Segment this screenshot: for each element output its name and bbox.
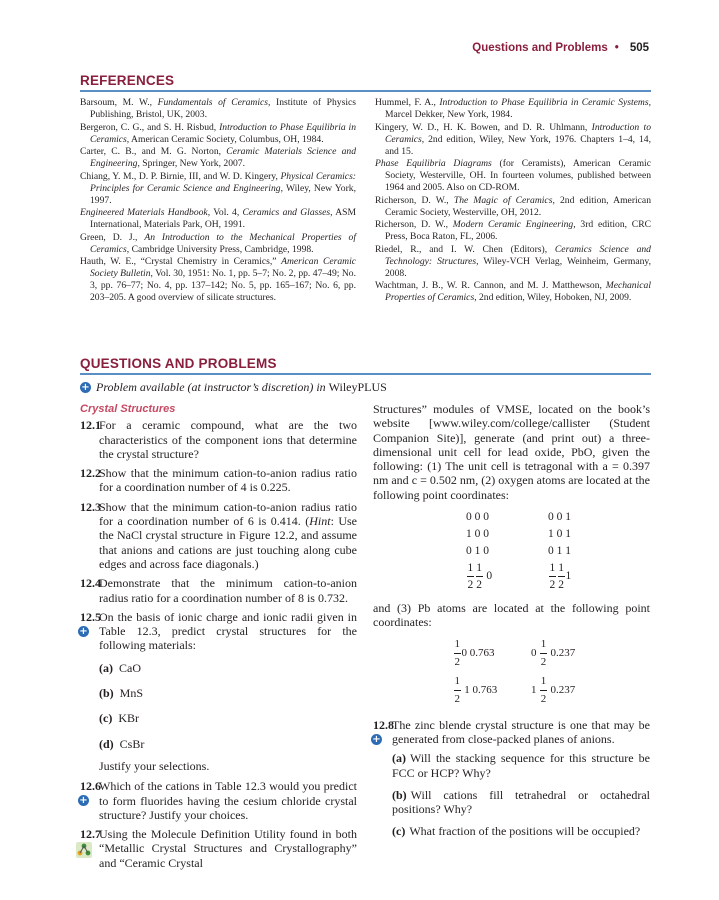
reference-phase-diagrams: Phase Equilibria Diagrams (for Ceramists), American Ceramic Society, Westerville, OH. In fourteen volumes, published between 1964 and 2005. Also on CD-ROM. <box>375 158 651 193</box>
problem-12-4: 12.4 Demonstrate that the minimum cation-to-anion radius ratio for a coordination number of 8 is 0.732. <box>80 576 357 605</box>
coordinate-half-1: $\frac{1}{2}$ $\frac{1}{2}$ 1 <box>549 562 572 592</box>
references-right-column <box>375 97 651 305</box>
reference-richerson-magic: Richerson, D. W., The Magic of Ceramics, 2nd edition, American Ceramic Society, Westerville, OH, 2012. <box>375 194 651 218</box>
problems-right-column <box>373 402 650 847</box>
reference-richerson-modern: Richerson, D. W., Modern Ceramic Engineering, 3rd edition, CRC Press, Boca Raton, FL, 2006. <box>375 219 652 242</box>
reference-riedel: Riedel, R., and I. W. Chen (Editors), Ceramics Science and Technology: Structures, Wiley-VCH Verlag, Weinheim, Germany, 2008. <box>375 243 651 279</box>
reference-hummel: Hummel, F. A., Introduction to Phase Equilibria in Ceramic Systems, Marcel Dekker, New York, 1984. <box>375 97 651 120</box>
wileyplus-brand: WileyPLUS <box>328 380 387 394</box>
problem-12-3: 12.3 Show that the minimum cation-to-anion radius ratio for a coordination number of 6 is 0.414. (Hint: Use the NaCl crystal structure in Figure 12.2, and assume that anions and cations are just touching along cube edges and across face diagonals.) <box>80 499 358 571</box>
coordinate: 1 $\frac{1}{2}$ 0.237 <box>531 674 576 705</box>
lead-coordinates <box>453 636 650 708</box>
pb-intro: and (3) Pb atoms are located at the following point coordinates: <box>373 601 650 630</box>
page-number: 505 <box>629 42 649 54</box>
coordinate: 0 0 1 <box>548 511 571 524</box>
problems-left-column <box>80 402 357 875</box>
reference-chiang: Chiang, Y. M., D. P. Birnie, III, and W. D. Kingery, Physical Ceramics: Principles for Ceramic Science and Engineering, Wiley, New York, 1997. <box>80 170 356 206</box>
coordinate: 1 0 0 <box>466 528 489 541</box>
references-rule <box>80 90 651 92</box>
problem-12-1: 12.1 For a ceramic compound, what are the two characteristics of the component ions that determine the crystal structure? <box>80 418 357 461</box>
running-head-title: Questions and Problems <box>472 42 608 54</box>
reference-carter: Carter, C. B., and M. G. Norton, Ceramic Materials Science and Engineering, Springer, New York, 2007. <box>80 146 356 169</box>
references-left-column <box>80 97 356 305</box>
running-head-bullet: • <box>614 42 619 54</box>
references-heading: REFERENCES <box>80 73 175 88</box>
reference-barsoum: Barsoum, M. W., Fundamentals of Ceramics, Institute of Physics Publishing, Bristol, UK, 2003. <box>80 97 356 120</box>
crystal-structures-subhead: Crystal Structures <box>80 403 176 415</box>
problem-12-5: 12.5 + On the basis of ionic charge and ionic radii given in Table 12.3, predict crystal structures for the following materials: <box>79 609 357 653</box>
coordinate: $\frac{1}{2}$ 0 0.763 <box>454 637 495 668</box>
problem-12-8-part-c: (c) What fraction of the positions will be occupied? <box>392 824 641 839</box>
coordinate: 0 $\frac{1}{2}$ 0.237 <box>531 637 576 668</box>
coordinate: 0 1 0 <box>466 545 489 558</box>
reference-hauth: Hauth, W. E., “Crystal Chemistry in Ceramics,” American Ceramic Society Bulletin, Vol. 30, 1951: No. 1, pp. 5–7; No. 2, pp. 47–49; No. 3, pp. 76–77; No. 4, pp. 137–142; No. 5, pp. 165–167; No. 6, pp. 203–205. A good overview of silicate structures. <box>80 256 356 303</box>
problem-12-7: 12.7 Using the Molecule Definition Utility found in both “Metallic Crystal Structures and Crystallography” and “Ceramic Crystal <box>80 827 357 870</box>
problem-12-6: 12.6 + Which of the cations in Table 12.3 would you predict to form fluorides having the cesium chloride crystal structure? Justify your choices. <box>79 779 357 822</box>
problem-12-5-justify: Justify your selections. <box>99 758 210 773</box>
coordinate: $\frac{1}{2}$ 1 0.763 <box>454 674 498 705</box>
running-head <box>472 42 649 54</box>
coordinate: 0 1 1 <box>548 545 571 558</box>
problem-12-2: 12.2 Show that the minimum cation-to-anion radius ratio for a coordination number of 4 is 0.225. <box>80 466 357 495</box>
legend-text: Problem available (at instructor’s discretion) in <box>96 380 326 394</box>
problem-12-5-item-b: (b) MnS <box>99 686 144 701</box>
questions-heading: QUESTIONS AND PROBLEMS <box>80 356 277 371</box>
problem-12-8: 12.8 + The zinc blende crystal structure is one that may be generated from close-packed planes of anions. <box>372 717 650 746</box>
wileyplus-plus-icon: + <box>81 382 90 393</box>
molecule-utility-icon <box>76 842 92 858</box>
reference-wachtman: Wachtman, J. B., W. R. Cannon, and M. J. Matthewson, Mechanical Properties of Ceramics, 2nd edition, Wiley, Hoboken, NJ, 2009. <box>375 280 651 303</box>
reference-bergeron: Bergeron, C. G., and S. H. Risbud, Introduction to Phase Equilibria in Ceramics, American Ceramic Society, Columbus, OH, 1984. <box>80 121 357 145</box>
problem-12-7-continued: Structures” modules of VMSE, located on the book’s website [www.wiley.com/college/callister (Student Companion Site)], generate (and print out) a three-dimensional unit cell for lead oxide, PbO, given the following: (1) The unit cell is tetragonal with a = 0.397 nm and c = 0.502 nm, (2) oxygen atoms are located at the following point coordinates: <box>373 402 650 502</box>
problem-12-5-item-d: (d) CsBr <box>99 736 145 751</box>
problem-12-5-item-c: (c) KBr <box>99 711 139 726</box>
problem-12-5-item-a: (a) CaO <box>99 660 141 675</box>
wileyplus-plus-icon: + <box>79 795 88 807</box>
coordinate: 0 0 0 <box>466 511 489 524</box>
coordinate: 1 0 1 <box>548 528 571 541</box>
questions-rule <box>80 373 651 375</box>
wileyplus-plus-icon: + <box>372 733 381 745</box>
problem-12-8-part-a: (a) Will the stacking sequence for this structure be FCC or HCP? Why? <box>392 751 650 780</box>
wileyplus-plus-icon: + <box>79 625 88 637</box>
reference-green: Green, D. J., An Introduction to the Mechanical Properties of Ceramics, Cambridge University Press, Cambridge, 1998. <box>80 231 357 255</box>
wileyplus-legend <box>80 380 387 395</box>
problem-12-8-part-b: (b) Will cations fill tetrahedral or octahedral positions? Why? <box>392 787 650 817</box>
reference-engineered-materials: Engineered Materials Handbook, Vol. 4, Ceramics and Glasses, ASM International, Materials Park, OH, 1991. <box>80 207 357 230</box>
coordinate-half-0: $\frac{1}{2}$ $\frac{1}{2}$ 0 <box>467 562 493 592</box>
reference-kingery: Kingery, W. D., H. K. Bowen, and D. R. Uhlmann, Introduction to Ceramics, 2nd edition, Wiley, New York, 1976. Chapters 1–4, 14, and 15. <box>375 121 651 157</box>
oxygen-coordinates <box>466 509 650 593</box>
